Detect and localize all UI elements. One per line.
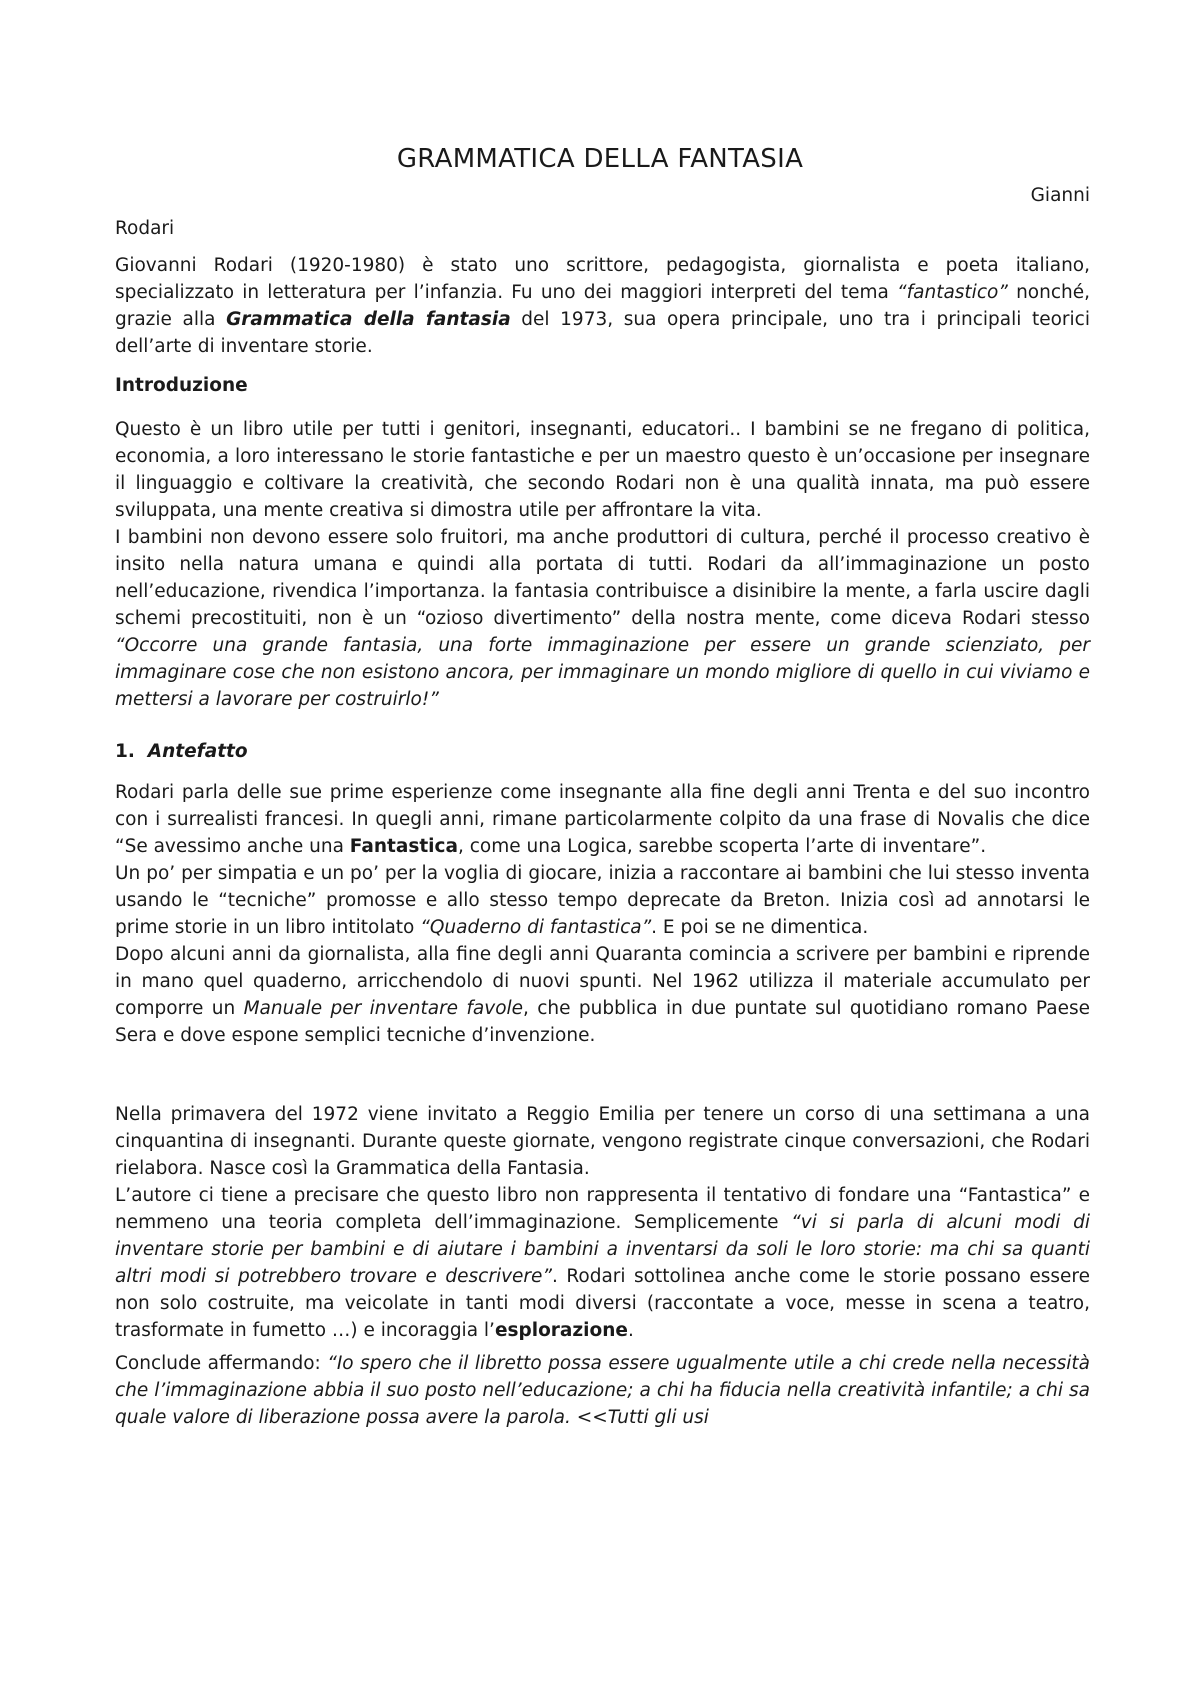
- intro-text: Giovanni Rodari (1920-1980) è stato uno scrittore, pedagogista, giornalista e poeta italiano, specializzato in letteratura per l’infanzia. Fu uno dei maggiori interpreti del tema: [115, 255, 1090, 303]
- paragraph-text: , come una Logica, sarebbe scoperta l’arte di inventare”.: [457, 836, 987, 857]
- introduzione-heading: Introduzione: [115, 375, 248, 396]
- section-title: Antefatto: [147, 741, 248, 762]
- conclusion-paragraph: [115, 1350, 1090, 1431]
- introduzione-paragraph-1: Questo è un libro utile per tutti i genitori, insegnanti, educatori.. I bambini se ne fregano di politica, economia, a loro interessano le storie fantastiche e per un maestro questo è un’occasione per insegnare il linguaggio e coltivare la creatività, che secondo Rodari non è una qualità innata, ma può essere sviluppata, una mente creativa si dimostra utile per affrontare la vita.: [115, 419, 1090, 521]
- paragraph-text: Dopo alcuni anni da giornalista, alla fine degli anni Quaranta comincia a scrivere per bambini e riprende in mano quel quaderno, arricchendolo di nuovi spunti. Nel 1962 utilizza il materiale accumulato per comporre un: [115, 944, 1090, 1019]
- author-first-name: Gianni: [1030, 185, 1090, 206]
- quaderno-title: “Quaderno di fantastica”: [420, 917, 652, 938]
- antefatto-paragraph-3: [115, 941, 1090, 1049]
- intro-emphasis: “fantastico”: [897, 282, 1008, 303]
- manuale-title: Manuale per inventare favole: [243, 998, 524, 1019]
- fantastica-emphasis: Fantastica: [349, 836, 458, 857]
- antefatto-section: [115, 779, 1090, 1049]
- conclusion-quote: “Io spero che il libretto possa essere ugualmente utile a chi crede nella necessità che l’immaginazione abbia il suo posto nell’educazione; a chi ha fiducia nella creatività infantile; a chi sa quale valore di liberazione possa avere la parola. <<Tutti gli usi: [115, 1353, 1090, 1428]
- rodari-quote: “vi si parla di alcuni modi di inventare storie per bambini e di aiutare i bambini a inventarsi da soli le loro storie: ma chi sa quanti altri modi si potrebbero trovare e descrivere”: [115, 1212, 1090, 1287]
- paragraph-text: I bambini non devono essere solo fruitori, ma anche produttori di cultura, perché il processo creativo è insito nella natura umana e quindi alla portata di tutti. Rodari da all’immaginazione un posto nell’educazione, rivendica l’importanza. la fantasia contribuisce a disinibire la mente, a farla uscire dagli schemi precostituiti, non è un “ozioso divertimento” della nostra mente, come diceva Rodari stesso: [115, 527, 1090, 629]
- section-number: 1.: [115, 741, 135, 762]
- intro-text: nonché, grazie alla: [115, 282, 1090, 330]
- introduzione-section: [115, 416, 1090, 713]
- paragraph-text: , che pubblica in due puntate sul quotidiano romano Paese Sera e dove espone semplici tecniche d’invenzione.: [115, 998, 1090, 1046]
- esplorazione-emphasis: esplorazione: [494, 1320, 628, 1341]
- antefatto-section-continued: [115, 1101, 1090, 1344]
- rodari-quote: “Occorre una grande fantasia, una forte immaginazione per essere un grande scienziato, per immaginare cose che non esistono ancora, per immaginare un mondo migliore di quello in cui viviamo e mettersi a lavorare per costruirlo!”: [115, 635, 1090, 710]
- author-last-name: Rodari: [115, 218, 175, 239]
- antefatto-paragraph-4: Nella primavera del 1972 viene invitato a Reggio Emilia per tenere un corso di una settimana a una cinquantina di insegnanti. Durante queste giornate, vengono registrate cinque conversazioni, che Rodari rielabora. Nasce così la Grammatica della Fantasia.: [115, 1104, 1090, 1179]
- paragraph-text: Rodari parla delle sue prime esperienze come insegnante alla fine degli anni Trenta e del suo incontro con i surrealisti francesi. In quegli anni, rimane particolarmente colpito da una frase di Novalis che dice “Se avessimo anche una: [115, 782, 1090, 857]
- paragraph-text: . E poi se ne dimentica.: [651, 917, 869, 938]
- paragraph-text: Un po’ per simpatia e un po’ per la voglia di giocare, inizia a raccontare ai bambini che lui stesso inventa usando le “tecniche” promosse e allo stesso tempo deprecate da Breton. Inizia così ad annotarsi le prime storie in un libro intitolato: [115, 863, 1090, 938]
- paragraph-text: L’autore ci tiene a precisare che questo libro non rappresenta il tentativo di fondare una “Fantastica” e nemmeno una teoria completa dell’immaginazione. Semplicemente: [115, 1185, 1090, 1233]
- document-title: GRAMMATICA DELLA FANTASIA: [396, 144, 804, 174]
- paragraph-text: Conclude affermando:: [115, 1353, 328, 1374]
- antefatto-heading: [115, 738, 1090, 765]
- book-title-emphasis: Grammatica della fantasia: [226, 309, 511, 330]
- introduzione-paragraph-2: [115, 524, 1090, 713]
- conclusion-section: [115, 1350, 1090, 1431]
- antefatto-paragraph-2: [115, 860, 1090, 941]
- intro-text: del 1973, sua opera principale, uno tra i principali teorici dell’arte di inventare storie.: [115, 309, 1090, 357]
- paragraph-text: .: [627, 1320, 634, 1341]
- intro-paragraph: [115, 252, 1090, 360]
- antefatto-paragraph-5: [115, 1182, 1090, 1344]
- paragraph-text: . Rodari sottolinea anche come le storie possano essere non solo costruite, ma veicolate in tanti modi diversi (raccontate a voce, messe in scena a teatro, trasformate in fumetto …) e incoraggia l’: [115, 1266, 1090, 1341]
- antefatto-paragraph-1: [115, 779, 1090, 860]
